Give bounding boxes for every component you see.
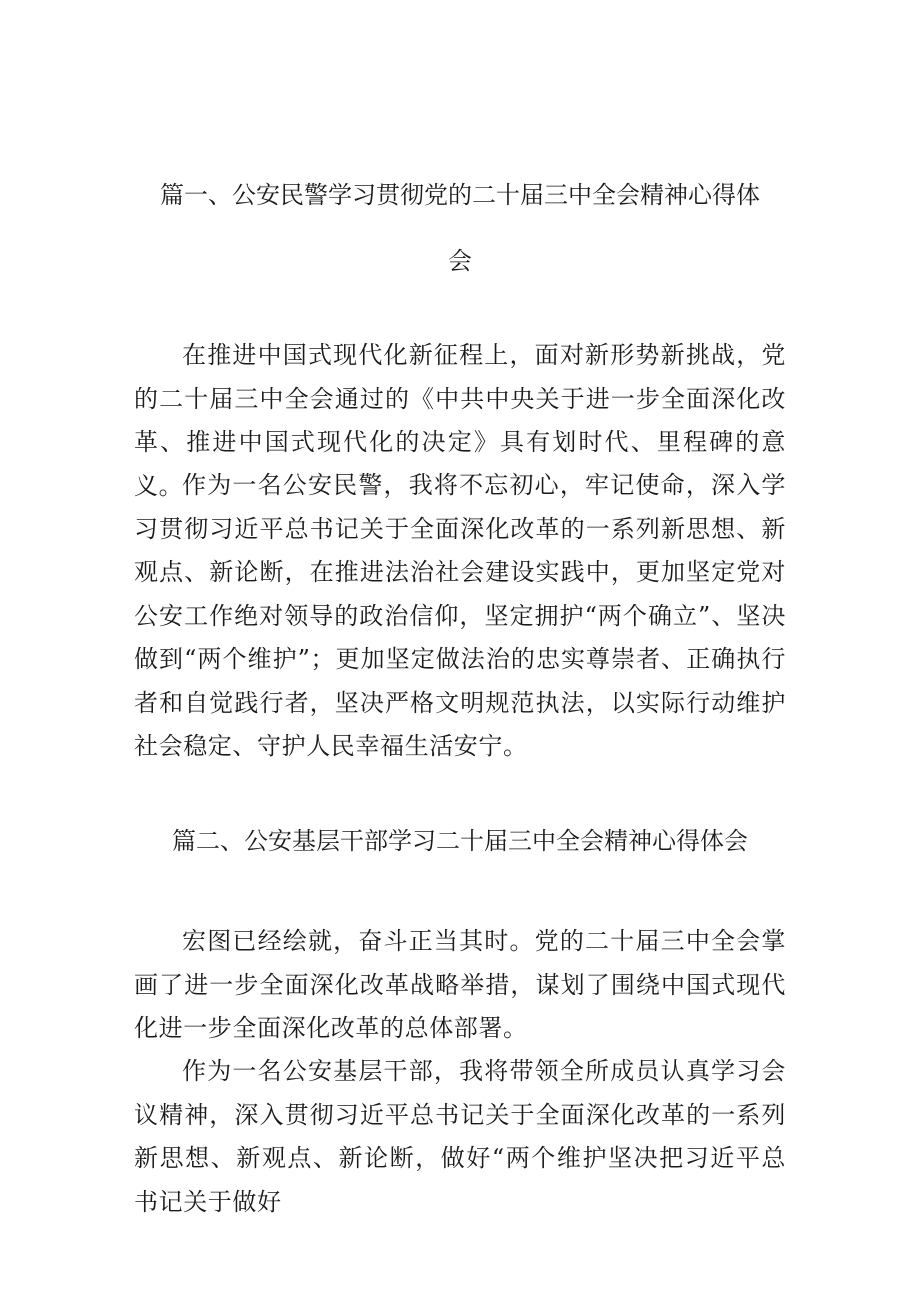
section-2-title: 篇二、公安基层干部学习二十届三中全会精神心得体会 <box>172 827 748 855</box>
section-1-title-line-1: 篇一、公安民警学习贯彻党的二十届三中全会精神心得体 <box>160 181 760 209</box>
section-1-paragraph-1: 在推进中国式现代化新征程上，面对新形势新挑战，党的二十届三中全会通过的《中共中央关于进一步全面深化改革、推进中国式现代化的决定》具有划时代、里程碑的意义。 <box>134 341 786 500</box>
section-2-paragraph-2: 作为一名公安基层干部，我将带领全所成员认真学习会议精神，深入贯彻习近平总书记关于全面深化改革的一系列新思想、新观点、新论断，做好“两个维护坚决把习近平总书记关于做好 <box>134 1057 786 1216</box>
section-1-paragraph-2: 作为一名公安民警，我将不忘初心，牢记使命，深入学习贯彻习近平总书记关于全面深化改革的一系列新思想、新观点、新论断，在推进法治社会建设实践中，更加坚定党对公安工作绝对领导的政治信仰，坚定拥护“两个确立”、坚决做到“两个维护”；更加坚定做法治的忠实尊崇者、正确执行者和自觉践行者，坚决严格文明规范执法，以实际行动维护社会稳定、守护人民幸福生活安宁。 <box>134 471 786 760</box>
section-1-title <box>134 162 786 294</box>
section-1-title-line-2: 会 <box>448 247 472 275</box>
section-2-paragraph-1: 宏图已经绘就，奋斗正当其时。党的二十届三中全会掌画了进一步全面深化改革战略举措，谋划了围绕中国式现代化进一步全面深化改革的总体部署。 <box>134 927 786 1042</box>
